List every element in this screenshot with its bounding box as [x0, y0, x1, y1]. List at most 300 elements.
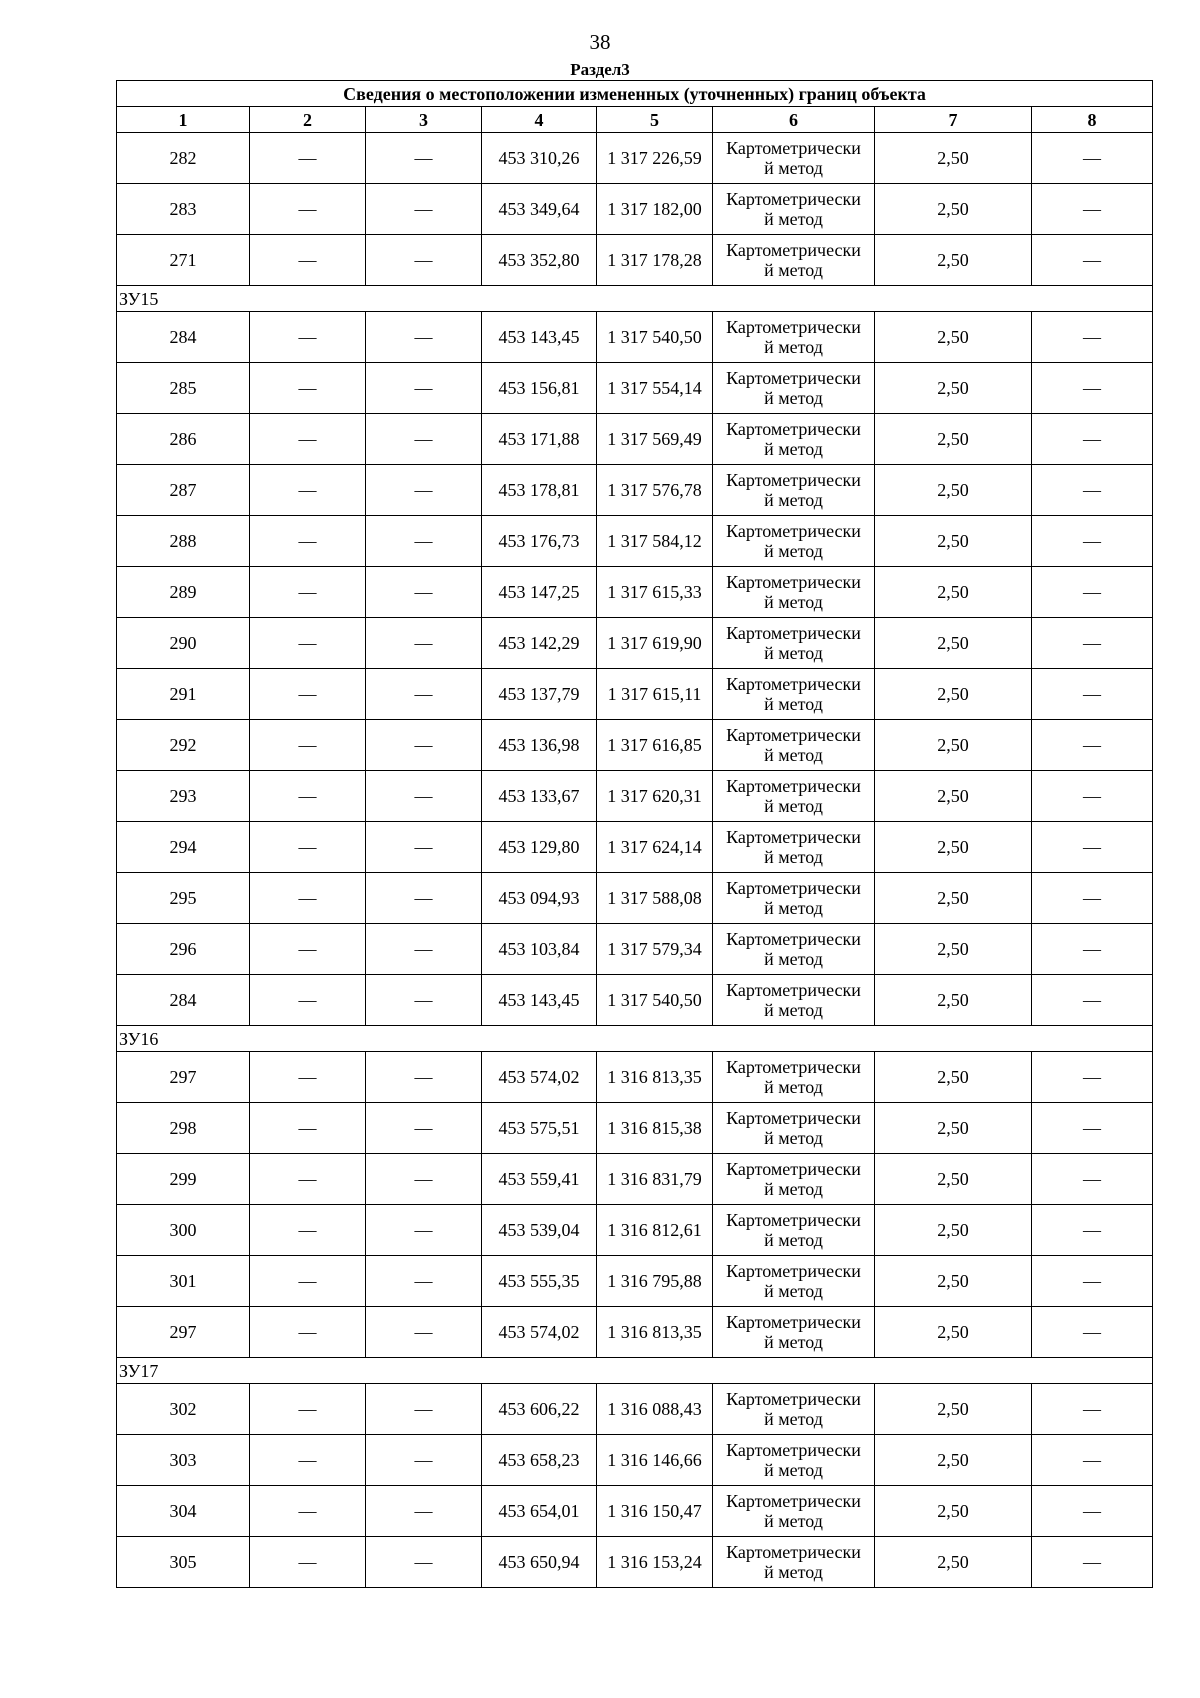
- column-8-cell: —: [1032, 1256, 1153, 1307]
- x-coordinate-cell: 453 650,94: [482, 1537, 597, 1588]
- method-text-line-2: й метод: [764, 490, 823, 510]
- method-cell: [713, 1052, 875, 1103]
- table-row: [117, 1205, 1153, 1256]
- method-text-line-1: Картометрически: [726, 1108, 861, 1128]
- method-text-line-2: й метод: [764, 337, 823, 357]
- column-3-cell: —: [366, 1103, 482, 1154]
- group-label: ЗУ17: [117, 1358, 1153, 1384]
- column-8-cell: —: [1032, 1052, 1153, 1103]
- method-text-line-2: й метод: [764, 1460, 823, 1480]
- point-number-cell: 284: [117, 975, 250, 1026]
- x-coordinate-cell: 453 575,51: [482, 1103, 597, 1154]
- point-number-cell: 300: [117, 1205, 250, 1256]
- method-text-line-2: й метод: [764, 643, 823, 663]
- column-8-cell: —: [1032, 1103, 1153, 1154]
- column-3-cell: —: [366, 133, 482, 184]
- table-row: [117, 822, 1153, 873]
- method-cell: [713, 1435, 875, 1486]
- y-coordinate-cell: 1 317 624,14: [597, 822, 713, 873]
- point-number-cell: 301: [117, 1256, 250, 1307]
- y-coordinate-cell: 1 317 540,50: [597, 975, 713, 1026]
- y-coordinate-cell: 1 316 813,35: [597, 1307, 713, 1358]
- table-row: [117, 669, 1153, 720]
- y-coordinate-cell: 1 316 153,24: [597, 1537, 713, 1588]
- method-cell: [713, 669, 875, 720]
- table-row: [117, 720, 1153, 771]
- method-cell: [713, 1154, 875, 1205]
- x-coordinate-cell: 453 310,26: [482, 133, 597, 184]
- point-number-cell: 298: [117, 1103, 250, 1154]
- accuracy-cell: 2,50: [875, 414, 1032, 465]
- column-8-cell: —: [1032, 975, 1153, 1026]
- point-number-cell: 294: [117, 822, 250, 873]
- accuracy-cell: 2,50: [875, 720, 1032, 771]
- table-row: [117, 363, 1153, 414]
- method-text-line-2: й метод: [764, 1562, 823, 1582]
- column-8-cell: —: [1032, 133, 1153, 184]
- table-row: [117, 1384, 1153, 1435]
- column-number: 1: [117, 107, 250, 133]
- column-2-cell: —: [250, 975, 366, 1026]
- column-8-cell: —: [1032, 235, 1153, 286]
- method-text-line-2: й метод: [764, 388, 823, 408]
- column-3-cell: —: [366, 1052, 482, 1103]
- y-coordinate-cell: 1 316 146,66: [597, 1435, 713, 1486]
- column-8-cell: —: [1032, 669, 1153, 720]
- column-8-cell: —: [1032, 516, 1153, 567]
- x-coordinate-cell: 453 574,02: [482, 1052, 597, 1103]
- column-2-cell: —: [250, 1256, 366, 1307]
- column-8-cell: —: [1032, 567, 1153, 618]
- page-number: 38: [589, 30, 611, 54]
- method-text-line-1: Картометрически: [726, 878, 861, 898]
- column-3-cell: —: [366, 1256, 482, 1307]
- accuracy-cell: 2,50: [875, 363, 1032, 414]
- y-coordinate-cell: 1 317 620,31: [597, 771, 713, 822]
- method-cell: [713, 822, 875, 873]
- x-coordinate-cell: 453 555,35: [482, 1256, 597, 1307]
- method-cell: [713, 312, 875, 363]
- method-text-line-1: Картометрически: [726, 1312, 861, 1332]
- point-number-cell: 284: [117, 312, 250, 363]
- table-row: [117, 1052, 1153, 1103]
- method-text-line-1: Картометрически: [726, 189, 861, 209]
- method-text-line-2: й метод: [764, 1332, 823, 1352]
- point-number-cell: 285: [117, 363, 250, 414]
- x-coordinate-cell: 453 147,25: [482, 567, 597, 618]
- column-2-cell: —: [250, 1307, 366, 1358]
- method-cell: [713, 1256, 875, 1307]
- accuracy-cell: 2,50: [875, 184, 1032, 235]
- y-coordinate-cell: 1 317 619,90: [597, 618, 713, 669]
- column-3-cell: —: [366, 771, 482, 822]
- y-coordinate-cell: 1 316 088,43: [597, 1384, 713, 1435]
- column-8-cell: —: [1032, 822, 1153, 873]
- column-number-row: [117, 107, 1153, 133]
- method-text-line-1: Картометрически: [726, 1491, 861, 1511]
- x-coordinate-cell: 453 156,81: [482, 363, 597, 414]
- y-coordinate-cell: 1 316 150,47: [597, 1486, 713, 1537]
- column-3-cell: —: [366, 924, 482, 975]
- y-coordinate-cell: 1 317 579,34: [597, 924, 713, 975]
- point-number-cell: 291: [117, 669, 250, 720]
- coordinates-table: [116, 80, 1153, 1588]
- method-cell: [713, 1205, 875, 1256]
- column-3-cell: —: [366, 414, 482, 465]
- column-8-cell: —: [1032, 924, 1153, 975]
- method-cell: [713, 133, 875, 184]
- accuracy-cell: 2,50: [875, 1384, 1032, 1435]
- y-coordinate-cell: 1 316 815,38: [597, 1103, 713, 1154]
- column-2-cell: —: [250, 924, 366, 975]
- accuracy-cell: 2,50: [875, 1103, 1032, 1154]
- y-coordinate-cell: 1 317 178,28: [597, 235, 713, 286]
- column-8-cell: —: [1032, 1486, 1153, 1537]
- column-2-cell: —: [250, 414, 366, 465]
- table-row: [117, 924, 1153, 975]
- y-coordinate-cell: 1 316 795,88: [597, 1256, 713, 1307]
- column-number: 7: [875, 107, 1032, 133]
- section-title: Раздел3: [570, 60, 630, 79]
- method-text-line-1: Картометрически: [726, 368, 861, 388]
- method-cell: [713, 1384, 875, 1435]
- method-text-line-1: Картометрически: [726, 419, 861, 439]
- method-text-line-1: Картометрически: [726, 827, 861, 847]
- column-8-cell: —: [1032, 184, 1153, 235]
- y-coordinate-cell: 1 317 554,14: [597, 363, 713, 414]
- column-3-cell: —: [366, 1435, 482, 1486]
- x-coordinate-cell: 453 654,01: [482, 1486, 597, 1537]
- column-3-cell: —: [366, 1154, 482, 1205]
- method-text-line-2: й метод: [764, 847, 823, 867]
- method-text-line-1: Картометрически: [726, 1440, 861, 1460]
- y-coordinate-cell: 1 316 831,79: [597, 1154, 713, 1205]
- method-text-line-1: Картометрически: [726, 317, 861, 337]
- x-coordinate-cell: 453 103,84: [482, 924, 597, 975]
- point-number-cell: 303: [117, 1435, 250, 1486]
- column-8-cell: —: [1032, 1384, 1153, 1435]
- table-row: [117, 184, 1153, 235]
- accuracy-cell: 2,50: [875, 465, 1032, 516]
- column-number: 6: [713, 107, 875, 133]
- table-row: [117, 1256, 1153, 1307]
- column-8-cell: —: [1032, 312, 1153, 363]
- point-number-cell: 290: [117, 618, 250, 669]
- method-text-line-1: Картометрически: [726, 138, 861, 158]
- point-number-cell: 271: [117, 235, 250, 286]
- column-2-cell: —: [250, 516, 366, 567]
- y-coordinate-cell: 1 317 540,50: [597, 312, 713, 363]
- column-2-cell: —: [250, 363, 366, 414]
- column-3-cell: —: [366, 184, 482, 235]
- point-number-cell: 304: [117, 1486, 250, 1537]
- point-number-cell: 283: [117, 184, 250, 235]
- column-3-cell: —: [366, 516, 482, 567]
- x-coordinate-cell: 453 352,80: [482, 235, 597, 286]
- column-8-cell: —: [1032, 1205, 1153, 1256]
- group-label: ЗУ15: [117, 286, 1153, 312]
- accuracy-cell: 2,50: [875, 822, 1032, 873]
- point-number-cell: 293: [117, 771, 250, 822]
- column-2-cell: —: [250, 771, 366, 822]
- column-2-cell: —: [250, 465, 366, 516]
- column-8-cell: —: [1032, 1307, 1153, 1358]
- table-row: [117, 1435, 1153, 1486]
- method-text-line-1: Картометрически: [726, 1057, 861, 1077]
- table-row: [117, 567, 1153, 618]
- x-coordinate-cell: 453 171,88: [482, 414, 597, 465]
- column-8-cell: —: [1032, 414, 1153, 465]
- point-number-cell: 282: [117, 133, 250, 184]
- table-row: [117, 1537, 1153, 1588]
- column-3-cell: —: [366, 1537, 482, 1588]
- accuracy-cell: 2,50: [875, 1052, 1032, 1103]
- method-text-line-2: й метод: [764, 1409, 823, 1429]
- table-row: [117, 465, 1153, 516]
- method-text-line-2: й метод: [764, 158, 823, 178]
- method-text-line-2: й метод: [764, 260, 823, 280]
- y-coordinate-cell: 1 316 812,61: [597, 1205, 713, 1256]
- x-coordinate-cell: 453 136,98: [482, 720, 597, 771]
- accuracy-cell: 2,50: [875, 1435, 1032, 1486]
- accuracy-cell: 2,50: [875, 873, 1032, 924]
- point-number-cell: 287: [117, 465, 250, 516]
- column-3-cell: —: [366, 975, 482, 1026]
- column-2-cell: —: [250, 133, 366, 184]
- column-2-cell: —: [250, 1205, 366, 1256]
- method-text-line-2: й метод: [764, 1077, 823, 1097]
- column-2-cell: —: [250, 235, 366, 286]
- method-text-line-2: й метод: [764, 1281, 823, 1301]
- method-text-line-2: й метод: [764, 592, 823, 612]
- column-3-cell: —: [366, 669, 482, 720]
- accuracy-cell: 2,50: [875, 567, 1032, 618]
- column-3-cell: —: [366, 1486, 482, 1537]
- column-number: 8: [1032, 107, 1153, 133]
- table-row: [117, 235, 1153, 286]
- group-header-row: [117, 1026, 1153, 1052]
- y-coordinate-cell: 1 317 226,59: [597, 133, 713, 184]
- accuracy-cell: 2,50: [875, 1205, 1032, 1256]
- method-text-line-1: Картометрически: [726, 980, 861, 1000]
- x-coordinate-cell: 453 606,22: [482, 1384, 597, 1435]
- point-number-cell: 292: [117, 720, 250, 771]
- column-2-cell: —: [250, 618, 366, 669]
- method-cell: [713, 414, 875, 465]
- method-cell: [713, 873, 875, 924]
- group-label: ЗУ16: [117, 1026, 1153, 1052]
- method-text-line-2: й метод: [764, 1230, 823, 1250]
- method-cell: [713, 924, 875, 975]
- column-2-cell: —: [250, 1103, 366, 1154]
- y-coordinate-cell: 1 317 584,12: [597, 516, 713, 567]
- table-row: [117, 618, 1153, 669]
- column-2-cell: —: [250, 1052, 366, 1103]
- method-text-line-1: Картометрически: [726, 1261, 861, 1281]
- point-number-cell: 302: [117, 1384, 250, 1435]
- column-3-cell: —: [366, 618, 482, 669]
- method-text-line-2: й метод: [764, 694, 823, 714]
- x-coordinate-cell: 453 349,64: [482, 184, 597, 235]
- method-cell: [713, 516, 875, 567]
- method-cell: [713, 720, 875, 771]
- column-2-cell: —: [250, 1486, 366, 1537]
- method-text-line-1: Картометрически: [726, 521, 861, 541]
- method-text-line-1: Картометрически: [726, 623, 861, 643]
- x-coordinate-cell: 453 143,45: [482, 312, 597, 363]
- method-cell: [713, 363, 875, 414]
- table-title: Сведения о местоположении измененных (уточненных) границ объекта: [117, 81, 1153, 107]
- column-8-cell: —: [1032, 618, 1153, 669]
- x-coordinate-cell: 453 178,81: [482, 465, 597, 516]
- y-coordinate-cell: 1 317 576,78: [597, 465, 713, 516]
- accuracy-cell: 2,50: [875, 516, 1032, 567]
- x-coordinate-cell: 453 658,23: [482, 1435, 597, 1486]
- method-text-line-1: Картометрически: [726, 470, 861, 490]
- method-text-line-2: й метод: [764, 949, 823, 969]
- column-8-cell: —: [1032, 771, 1153, 822]
- method-cell: [713, 1103, 875, 1154]
- method-text-line-2: й метод: [764, 541, 823, 561]
- table-row: [117, 1154, 1153, 1205]
- accuracy-cell: 2,50: [875, 1486, 1032, 1537]
- method-cell: [713, 771, 875, 822]
- accuracy-cell: 2,50: [875, 975, 1032, 1026]
- column-3-cell: —: [366, 1384, 482, 1435]
- table-row: [117, 1307, 1153, 1358]
- column-3-cell: —: [366, 720, 482, 771]
- column-3-cell: —: [366, 363, 482, 414]
- column-2-cell: —: [250, 1435, 366, 1486]
- x-coordinate-cell: 453 143,45: [482, 975, 597, 1026]
- column-8-cell: —: [1032, 1435, 1153, 1486]
- accuracy-cell: 2,50: [875, 771, 1032, 822]
- x-coordinate-cell: 453 176,73: [482, 516, 597, 567]
- point-number-cell: 286: [117, 414, 250, 465]
- method-text-line-1: Картометрически: [726, 1159, 861, 1179]
- accuracy-cell: 2,50: [875, 1307, 1032, 1358]
- x-coordinate-cell: 453 137,79: [482, 669, 597, 720]
- method-cell: [713, 184, 875, 235]
- method-cell: [713, 567, 875, 618]
- column-8-cell: —: [1032, 1537, 1153, 1588]
- table-row: [117, 1486, 1153, 1537]
- column-3-cell: —: [366, 567, 482, 618]
- column-2-cell: —: [250, 720, 366, 771]
- column-number: 2: [250, 107, 366, 133]
- column-3-cell: —: [366, 1205, 482, 1256]
- column-2-cell: —: [250, 873, 366, 924]
- column-2-cell: —: [250, 1384, 366, 1435]
- method-text-line-1: Картометрически: [726, 572, 861, 592]
- table-row: [117, 133, 1153, 184]
- group-header-row: [117, 1358, 1153, 1384]
- table-row: [117, 414, 1153, 465]
- column-8-cell: —: [1032, 873, 1153, 924]
- method-text-line-2: й метод: [764, 209, 823, 229]
- accuracy-cell: 2,50: [875, 235, 1032, 286]
- method-cell: [713, 465, 875, 516]
- column-3-cell: —: [366, 465, 482, 516]
- x-coordinate-cell: 453 559,41: [482, 1154, 597, 1205]
- method-cell: [713, 1537, 875, 1588]
- table-title-row: [117, 81, 1153, 107]
- column-3-cell: —: [366, 822, 482, 873]
- accuracy-cell: 2,50: [875, 1256, 1032, 1307]
- table-row: [117, 1103, 1153, 1154]
- column-3-cell: —: [366, 312, 482, 363]
- method-text-line-1: Картометрически: [726, 240, 861, 260]
- table-row: [117, 873, 1153, 924]
- y-coordinate-cell: 1 316 813,35: [597, 1052, 713, 1103]
- accuracy-cell: 2,50: [875, 669, 1032, 720]
- accuracy-cell: 2,50: [875, 924, 1032, 975]
- column-2-cell: —: [250, 312, 366, 363]
- accuracy-cell: 2,50: [875, 1154, 1032, 1205]
- table-row: [117, 516, 1153, 567]
- x-coordinate-cell: 453 129,80: [482, 822, 597, 873]
- column-3-cell: —: [366, 235, 482, 286]
- accuracy-cell: 2,50: [875, 312, 1032, 363]
- method-text-line-1: Картометрически: [726, 674, 861, 694]
- method-cell: [713, 1486, 875, 1537]
- column-2-cell: —: [250, 669, 366, 720]
- y-coordinate-cell: 1 317 182,00: [597, 184, 713, 235]
- method-cell: [713, 1307, 875, 1358]
- y-coordinate-cell: 1 317 616,85: [597, 720, 713, 771]
- point-number-cell: 295: [117, 873, 250, 924]
- column-3-cell: —: [366, 1307, 482, 1358]
- method-text-line-2: й метод: [764, 1179, 823, 1199]
- method-text-line-2: й метод: [764, 898, 823, 918]
- x-coordinate-cell: 453 094,93: [482, 873, 597, 924]
- method-text-line-1: Картометрически: [726, 776, 861, 796]
- column-2-cell: —: [250, 822, 366, 873]
- y-coordinate-cell: 1 317 615,33: [597, 567, 713, 618]
- y-coordinate-cell: 1 317 569,49: [597, 414, 713, 465]
- column-8-cell: —: [1032, 465, 1153, 516]
- table-row: [117, 975, 1153, 1026]
- group-header-row: [117, 286, 1153, 312]
- method-cell: [713, 618, 875, 669]
- point-number-cell: 296: [117, 924, 250, 975]
- column-2-cell: —: [250, 1154, 366, 1205]
- point-number-cell: 297: [117, 1052, 250, 1103]
- table-body: [117, 81, 1153, 1588]
- column-number: 5: [597, 107, 713, 133]
- point-number-cell: 299: [117, 1154, 250, 1205]
- method-text-line-2: й метод: [764, 439, 823, 459]
- method-text-line-1: Картометрически: [726, 725, 861, 745]
- accuracy-cell: 2,50: [875, 133, 1032, 184]
- column-number: 4: [482, 107, 597, 133]
- column-3-cell: —: [366, 873, 482, 924]
- method-cell: [713, 975, 875, 1026]
- point-number-cell: 289: [117, 567, 250, 618]
- method-text-line-1: Картометрически: [726, 929, 861, 949]
- y-coordinate-cell: 1 317 588,08: [597, 873, 713, 924]
- method-text-line-1: Картометрически: [726, 1389, 861, 1409]
- table-row: [117, 771, 1153, 822]
- point-number-cell: 305: [117, 1537, 250, 1588]
- column-8-cell: —: [1032, 720, 1153, 771]
- point-number-cell: 297: [117, 1307, 250, 1358]
- table-row: [117, 312, 1153, 363]
- method-text-line-2: й метод: [764, 745, 823, 765]
- x-coordinate-cell: 453 574,02: [482, 1307, 597, 1358]
- column-2-cell: —: [250, 567, 366, 618]
- method-text-line-2: й метод: [764, 796, 823, 816]
